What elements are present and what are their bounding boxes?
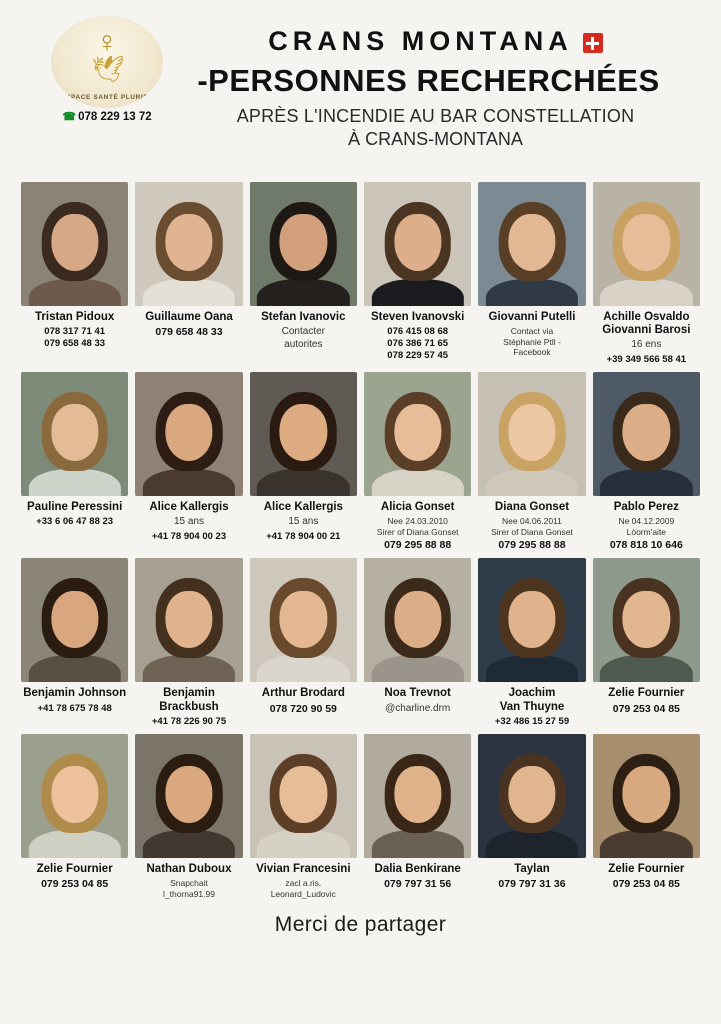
person-card bbox=[135, 182, 242, 370]
person-contact-phone[interactable]: 079 295 88 88 bbox=[498, 539, 566, 552]
person-photo bbox=[364, 734, 471, 858]
photo-face bbox=[51, 591, 98, 648]
person-contact-phone[interactable]: +33 6 06 47 88 23 bbox=[36, 516, 114, 528]
person-photo bbox=[250, 734, 357, 858]
person-detail: Contacter autorites bbox=[281, 326, 325, 350]
person-name-line2: Giovanni Barosi bbox=[602, 324, 691, 337]
organization-phone bbox=[44, 110, 170, 123]
logo-caption: ESPACE SANTÉ PLURIEL bbox=[61, 94, 153, 101]
person-photo bbox=[478, 182, 585, 306]
photo-torso bbox=[372, 830, 464, 857]
swiss-flag-icon bbox=[583, 33, 603, 53]
person-name: Benjamin Johnson bbox=[23, 687, 127, 700]
photo-torso bbox=[486, 279, 578, 306]
photo-torso bbox=[257, 830, 349, 857]
person-card bbox=[250, 372, 357, 557]
person-photo bbox=[21, 558, 128, 682]
person-name: Alicia Gonset bbox=[380, 500, 455, 513]
person-name: Giovanni Putelli bbox=[488, 311, 576, 323]
person-contact-phone[interactable]: 079 797 31 56 bbox=[384, 877, 452, 890]
person-contact-phone[interactable]: +32 486 15 27 59 bbox=[494, 715, 570, 727]
person-photo bbox=[593, 558, 700, 682]
person-name: Pauline Peressini bbox=[27, 500, 123, 513]
person-detail: Nee 04.06.2011 Sirer of Diana Gonset bbox=[491, 516, 573, 537]
person-contact-phone[interactable]: +41 78 904 00 21 bbox=[266, 530, 341, 542]
person-photo bbox=[364, 558, 471, 682]
person-photo bbox=[21, 182, 128, 306]
person-name: Achille Osvaldo Giovanni Barosi bbox=[593, 311, 700, 337]
person-card bbox=[478, 182, 585, 370]
photo-torso bbox=[29, 469, 121, 496]
photo-face bbox=[51, 214, 98, 271]
person-detail: 15 ans bbox=[288, 516, 319, 528]
person-detail: 15 ans bbox=[173, 516, 204, 528]
photo-face bbox=[623, 766, 670, 823]
person-name: Steven Ivanovski bbox=[371, 311, 465, 323]
person-detail: 16 ens bbox=[631, 339, 662, 351]
person-card bbox=[478, 372, 585, 557]
person-contact-phone[interactable]: +39 349 566 58 41 bbox=[606, 353, 687, 365]
person-contact-phone[interactable]: 079 658 48 33 bbox=[155, 326, 223, 339]
photo-torso bbox=[486, 469, 578, 496]
person-photo bbox=[250, 558, 357, 682]
person-detail: Snapchait l_thorna91.99 bbox=[162, 877, 215, 899]
person-name: Zelie Fournier bbox=[36, 862, 113, 875]
photo-torso bbox=[600, 830, 692, 857]
wings-icon: 🕊 bbox=[91, 54, 123, 84]
photo-face bbox=[508, 214, 555, 271]
person-detail: @charline.drm bbox=[385, 702, 451, 714]
poster-header bbox=[14, 0, 707, 182]
person-card bbox=[21, 734, 128, 903]
photo-torso bbox=[143, 279, 235, 306]
photo-face bbox=[394, 766, 441, 823]
person-name: Alice Kallergis bbox=[149, 500, 229, 513]
person-name: Dalia Benkirane bbox=[374, 862, 461, 875]
page-title bbox=[164, 26, 707, 57]
photo-face bbox=[508, 404, 555, 461]
person-name: Alice Kallergis bbox=[263, 500, 343, 513]
organization-logo bbox=[44, 16, 170, 123]
photo-face bbox=[394, 214, 441, 271]
person-contact-phone[interactable]: 079 797 31 36 bbox=[498, 877, 566, 890]
person-photo bbox=[364, 182, 471, 306]
person-name-line2: Van Thuyne bbox=[499, 700, 565, 713]
photo-torso bbox=[143, 469, 235, 496]
person-contact-phone[interactable]: 079 253 04 85 bbox=[612, 877, 680, 890]
person-card bbox=[478, 734, 585, 903]
person-name: Taylan bbox=[514, 862, 550, 875]
person-contact-phone[interactable]: 078 818 10 646 bbox=[609, 539, 683, 552]
person-card bbox=[135, 734, 242, 903]
context-line-1: APRÈS L'INCENDIE AU BAR CONSTELLATION bbox=[236, 106, 635, 126]
person-name: Guillaume Oana bbox=[145, 311, 233, 323]
person-card bbox=[593, 182, 700, 370]
person-name: Stefan Ivanovic bbox=[261, 311, 346, 323]
person-name: Arthur Brodard bbox=[261, 687, 345, 700]
photo-face bbox=[280, 766, 327, 823]
person-card bbox=[364, 734, 471, 903]
person-detail: Ne 04.12.2009 Lòorm'aite bbox=[618, 516, 675, 537]
photo-face bbox=[165, 766, 212, 823]
photo-face bbox=[623, 214, 670, 271]
person-photo bbox=[364, 372, 471, 496]
person-card bbox=[593, 372, 700, 557]
photo-torso bbox=[29, 830, 121, 857]
photo-torso bbox=[257, 655, 349, 682]
photo-face bbox=[165, 591, 212, 648]
person-contact-phone[interactable]: +41 78 226 90 75 bbox=[151, 715, 227, 727]
person-name: Nathan Duboux bbox=[146, 862, 232, 875]
page-title-text: CRANS MONTANA bbox=[268, 26, 573, 56]
photo-face bbox=[394, 404, 441, 461]
photo-torso bbox=[257, 469, 349, 496]
person-card bbox=[250, 182, 357, 370]
person-card bbox=[364, 182, 471, 370]
photo-torso bbox=[143, 655, 235, 682]
person-card bbox=[135, 558, 242, 731]
photo-torso bbox=[600, 279, 692, 306]
footer-message: Merci de partager bbox=[274, 913, 447, 937]
photo-face bbox=[51, 766, 98, 823]
organization-phone-number: 078 229 13 72 bbox=[78, 111, 152, 123]
person-detail: zacl a.ris. Leonard_Ludovic bbox=[270, 877, 336, 899]
person-photo bbox=[21, 372, 128, 496]
photo-torso bbox=[372, 469, 464, 496]
person-card bbox=[250, 558, 357, 731]
person-photo bbox=[135, 182, 242, 306]
person-name: Benjamin Brackbush bbox=[159, 687, 219, 713]
telephone-icon: ☎ bbox=[62, 111, 77, 123]
photo-face bbox=[280, 591, 327, 648]
person-name: Tristan Pidoux bbox=[35, 311, 115, 323]
person-card bbox=[135, 372, 242, 557]
photo-face bbox=[51, 404, 98, 461]
logo-circle bbox=[51, 16, 163, 108]
person-photo bbox=[478, 558, 585, 682]
person-card bbox=[364, 558, 471, 731]
person-card bbox=[364, 372, 471, 557]
photo-face bbox=[623, 404, 670, 461]
person-photo bbox=[135, 558, 242, 682]
person-contact-phone[interactable]: 079 253 04 85 bbox=[41, 877, 109, 890]
venus-symbol-icon: ♀ bbox=[95, 26, 119, 59]
person-card bbox=[593, 734, 700, 903]
photo-torso bbox=[372, 279, 464, 306]
person-contact-phone[interactable]: 078 317 71 41 079 658 48 33 bbox=[44, 326, 106, 350]
photo-torso bbox=[486, 830, 578, 857]
person-card bbox=[478, 558, 585, 731]
person-photo bbox=[478, 372, 585, 496]
person-contact-phone[interactable]: 079 253 04 85 bbox=[612, 702, 680, 715]
person-card bbox=[21, 558, 128, 731]
missing-persons-grid bbox=[14, 182, 707, 903]
person-photo bbox=[593, 372, 700, 496]
photo-torso bbox=[600, 469, 692, 496]
photo-torso bbox=[372, 655, 464, 682]
photo-torso bbox=[29, 279, 121, 306]
photo-torso bbox=[29, 655, 121, 682]
photo-face bbox=[394, 591, 441, 648]
person-name: Diana Gonset bbox=[494, 500, 570, 513]
person-photo bbox=[21, 734, 128, 858]
person-card bbox=[593, 558, 700, 731]
person-contact-phone[interactable]: +41 78 675 78 48 bbox=[37, 702, 112, 714]
photo-face bbox=[165, 404, 212, 461]
photo-face bbox=[508, 591, 555, 648]
person-card bbox=[21, 372, 128, 557]
person-photo bbox=[593, 182, 700, 306]
person-card bbox=[21, 182, 128, 370]
person-detail: Contact via Stéphanie Ptll - Facebook bbox=[503, 326, 561, 358]
photo-face bbox=[623, 591, 670, 648]
person-card bbox=[250, 734, 357, 903]
person-name: Joachim Van Thuyne bbox=[478, 687, 585, 713]
person-photo bbox=[478, 734, 585, 858]
photo-face bbox=[165, 214, 212, 271]
person-contact-phone[interactable]: 076 415 08 68 076 386 71 65 078 229 57 45 bbox=[387, 326, 449, 361]
person-name: Zelie Fournier bbox=[608, 687, 685, 700]
photo-torso bbox=[143, 830, 235, 857]
person-photo bbox=[250, 372, 357, 496]
person-name: Noa Trevnot bbox=[384, 687, 451, 700]
person-name: Zelie Fournier bbox=[608, 862, 685, 875]
context-line-2: À CRANS-MONTANA bbox=[348, 129, 523, 149]
person-photo bbox=[135, 372, 242, 496]
photo-face bbox=[280, 404, 327, 461]
person-photo bbox=[250, 182, 357, 306]
photo-torso bbox=[486, 655, 578, 682]
person-detail: Nee 24.03.2010 Sirer of Diana Gonset bbox=[376, 516, 459, 537]
person-photo bbox=[135, 734, 242, 858]
page-subtitle: -PERSONNES RECHERCHÉES bbox=[197, 63, 660, 98]
person-photo bbox=[593, 734, 700, 858]
person-name: Vivian Francesini bbox=[256, 862, 351, 875]
person-name: Pablo Perez bbox=[613, 500, 679, 513]
photo-torso bbox=[257, 279, 349, 306]
photo-face bbox=[280, 214, 327, 271]
person-contact-phone[interactable]: 079 295 88 88 bbox=[384, 539, 452, 552]
photo-torso bbox=[600, 655, 692, 682]
person-contact-phone[interactable]: +41 78 904 00 23 bbox=[151, 530, 227, 542]
person-contact-phone[interactable]: 078 720 90 59 bbox=[269, 702, 337, 715]
photo-face bbox=[508, 766, 555, 823]
